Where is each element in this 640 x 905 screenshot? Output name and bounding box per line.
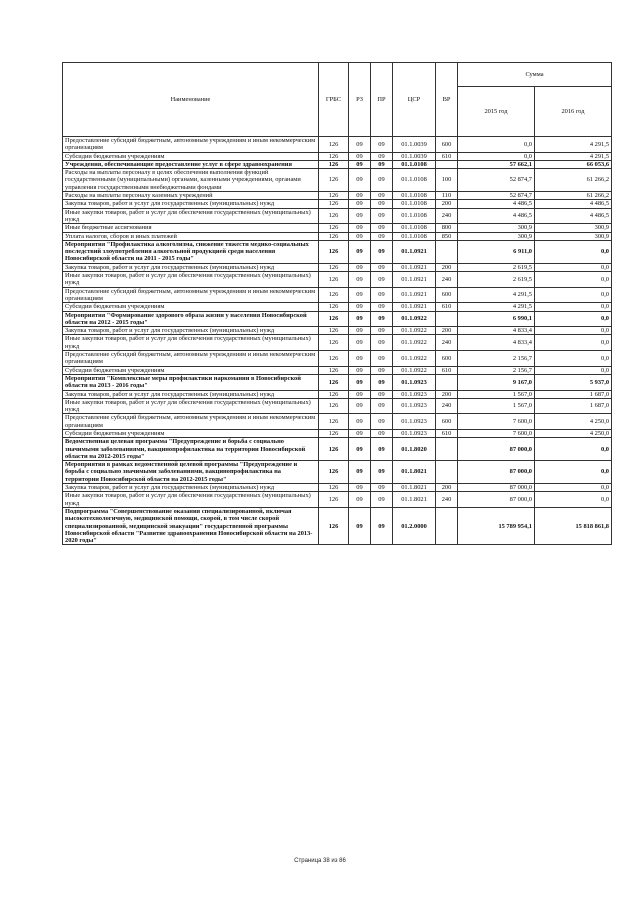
cell-pr: 09 [371,287,393,303]
cell-vr: 200 [436,200,458,208]
cell-rz: 09 [349,232,371,240]
cell-csr: 01.1.0108 [393,192,436,200]
cell-grbs: 126 [319,224,349,232]
table-row [63,303,612,311]
table-row [63,200,612,208]
cell-vr: 600 [436,137,458,153]
cell-sum-2015: 300,9 [458,232,535,240]
cell-sum-2016: 300,9 [535,232,612,240]
table-row [63,137,612,153]
cell-grbs: 126 [319,398,349,414]
cell-vr: 100 [436,169,458,192]
cell-rz: 09 [349,272,371,288]
cell-vr [436,374,458,390]
table-body [63,137,612,545]
cell-sum-2015: 87 000,0 [458,484,535,492]
cell-name: Закупка товаров, работ и услуг для государственных (муниципальных) нужд [63,327,319,335]
cell-csr: 01.1.8020 [393,438,436,461]
cell-pr: 09 [371,232,393,240]
cell-grbs: 126 [319,303,349,311]
cell-rz: 09 [349,137,371,153]
cell-sum-2015: 52 874,7 [458,192,535,200]
cell-pr: 09 [371,327,393,335]
cell-grbs: 126 [319,327,349,335]
cell-sum-2016: 0,0 [535,366,612,374]
cell-vr [436,160,458,168]
cell-sum-2016: 4 486,5 [535,208,612,224]
cell-rz: 09 [349,366,371,374]
cell-vr: 610 [436,366,458,374]
cell-sum-2016: 300,9 [535,224,612,232]
table-row [63,484,612,492]
cell-csr: 01.1.0922 [393,335,436,351]
cell-rz: 09 [349,327,371,335]
cell-grbs: 126 [319,160,349,168]
cell-name: Мероприятия "Профилактика алкоголизма, снижение тяжести медико-социальных последствий злоупотребления алкогольной продукцией среди населения Новосибирской области на 2011 - 2015 годы" [63,240,319,263]
cell-sum-2016: 61 266,2 [535,169,612,192]
cell-grbs: 126 [319,192,349,200]
cell-name: Предоставление субсидий бюджетным, автономным учреждениям и иным некоммерческим организациям [63,414,319,430]
cell-sum-2015: 4 486,5 [458,208,535,224]
cell-name: Субсидии бюджетным учреждениям [63,429,319,437]
cell-csr: 01.1.0923 [393,414,436,430]
cell-grbs: 126 [319,200,349,208]
table-row [63,390,612,398]
table-row [63,263,612,271]
cell-pr: 09 [371,208,393,224]
cell-name: Субсидии бюджетным учреждениям [63,366,319,374]
cell-sum-2016: 0,0 [535,240,612,263]
cell-pr: 09 [371,507,393,544]
cell-vr: 850 [436,232,458,240]
cell-rz: 09 [349,390,371,398]
cell-name: Мероприятия "Комплексные меры профилактики наркомании в Новосибирской области на 2013 - 2016 годы" [63,374,319,390]
cell-vr [436,438,458,461]
cell-rz: 09 [349,484,371,492]
cell-grbs: 126 [319,232,349,240]
cell-vr: 600 [436,414,458,430]
cell-pr: 09 [371,461,393,484]
cell-vr: 610 [436,303,458,311]
cell-rz: 09 [349,152,371,160]
cell-pr: 09 [371,484,393,492]
cell-vr: 240 [436,492,458,508]
cell-vr: 800 [436,224,458,232]
cell-rz: 09 [349,160,371,168]
cell-vr [436,311,458,327]
cell-vr [436,461,458,484]
table-row [63,335,612,351]
cell-rz: 09 [349,429,371,437]
cell-grbs: 126 [319,208,349,224]
cell-csr: 01.1.0921 [393,263,436,271]
cell-name: Иные закупки товаров, работ и услуг для обеспечения государственных (муниципальных) нужд [63,335,319,351]
table-row [63,461,612,484]
cell-name: Иные закупки товаров, работ и услуг для обеспечения государственных (муниципальных) нужд [63,398,319,414]
cell-pr: 09 [371,240,393,263]
cell-csr: 01.1.0039 [393,152,436,160]
cell-sum-2016: 0,0 [535,492,612,508]
cell-sum-2015: 57 662,1 [458,160,535,168]
cell-sum-2015: 87 000,0 [458,461,535,484]
cell-pr: 09 [371,429,393,437]
cell-sum-2015: 4 486,5 [458,200,535,208]
cell-sum-2015: 0,0 [458,137,535,153]
cell-sum-2016: 0,0 [535,438,612,461]
cell-rz: 09 [349,374,371,390]
cell-csr: 01.1.0108 [393,160,436,168]
cell-csr: 01.1.8021 [393,484,436,492]
cell-name: Закупка товаров, работ и услуг для государственных (муниципальных) нужд [63,484,319,492]
cell-csr: 01.1.0921 [393,240,436,263]
cell-vr: 240 [436,272,458,288]
table-row [63,240,612,263]
table-row [63,429,612,437]
cell-sum-2016: 4 291,5 [535,137,612,153]
table-row [63,366,612,374]
cell-vr [436,507,458,544]
cell-grbs: 126 [319,507,349,544]
cell-grbs: 126 [319,335,349,351]
cell-name: Иные бюджетные ассигнования [63,224,319,232]
cell-vr: 240 [436,335,458,351]
cell-pr: 09 [371,335,393,351]
table-row [63,152,612,160]
header-year-2016: 2016 год [535,87,612,137]
table-row [63,272,612,288]
cell-pr: 09 [371,160,393,168]
table-row [63,160,612,168]
cell-sum-2015: 7 600,0 [458,429,535,437]
cell-pr: 09 [371,263,393,271]
cell-sum-2015: 4 833,4 [458,327,535,335]
cell-sum-2016: 0,0 [535,335,612,351]
cell-vr: 610 [436,152,458,160]
cell-rz: 09 [349,240,371,263]
cell-sum-2016: 61 266,2 [535,192,612,200]
cell-sum-2016: 0,0 [535,311,612,327]
cell-pr: 09 [371,374,393,390]
cell-vr: 240 [436,398,458,414]
cell-vr: 600 [436,351,458,367]
cell-rz: 09 [349,311,371,327]
cell-csr: 01.1.8021 [393,461,436,484]
cell-csr: 01.1.0108 [393,169,436,192]
cell-vr: 240 [436,208,458,224]
cell-name: Подпрограмма "Совершенствование оказания специализированной, включая высокотехнологичную, медицинской помощи, скорой, в том числе скорой специализированной, медицинской эвакуации" государственной программы Новосибирской области "Развитие здравоохранения Новосибирской области на 2013-2020 годы" [63,507,319,544]
cell-sum-2016: 66 053,6 [535,160,612,168]
cell-pr: 09 [371,311,393,327]
header-name: Наименование [63,63,319,137]
header-sum: Сумма [458,63,612,87]
cell-pr: 09 [371,366,393,374]
cell-name: Иные закупки товаров, работ и услуг для обеспечения государственных (муниципальных) нужд [63,272,319,288]
cell-rz: 09 [349,461,371,484]
cell-sum-2016: 4 250,0 [535,414,612,430]
cell-grbs: 126 [319,152,349,160]
cell-csr: 01.1.0921 [393,287,436,303]
header-pr: ПР [371,63,393,137]
cell-csr: 01.1.0922 [393,327,436,335]
cell-grbs: 126 [319,351,349,367]
cell-vr: 600 [436,287,458,303]
cell-csr: 01.1.0108 [393,200,436,208]
table-row [63,208,612,224]
cell-rz: 09 [349,414,371,430]
cell-name: Предоставление субсидий бюджетным, автономным учреждениям и иным некоммерческим организациям [63,137,319,153]
cell-name: Мероприятия "Формирование здорового образа жизни у населения Новосибирской области на 2012 - 2015 годы" [63,311,319,327]
cell-sum-2015: 15 789 954,1 [458,507,535,544]
cell-vr: 610 [436,429,458,437]
cell-name: Расходы на выплаты персоналу в целях обеспечения выполнения функций государственными (муниципальными) органами, казенными учреждениями, органами управления государственными внебюджетными фондами [63,169,319,192]
cell-grbs: 126 [319,429,349,437]
cell-rz: 09 [349,507,371,544]
cell-csr: 01.1.0921 [393,272,436,288]
table-row [63,327,612,335]
cell-name: Предоставление субсидий бюджетным, автономным учреждениям и иным некоммерческим организациям [63,287,319,303]
header-csr: ЦСР [393,63,436,137]
cell-rz: 09 [349,208,371,224]
cell-pr: 09 [371,438,393,461]
cell-vr: 200 [436,327,458,335]
cell-name: Ведомственная целевая программа "Предупреждение и борьба с социально значимыми заболеваниями, вакцинопрофилактика на территории Новосибирской области на 2012-2015 годы" [63,438,319,461]
cell-name: Мероприятия в рамках ведомственной целевой программы "Предупреждение и борьба с социально значимыми заболеваниями, вакцинопрофилактика на территории Новосибирской области на 2012-2015 годы" [63,461,319,484]
budget-table [62,62,612,545]
table-row [63,192,612,200]
cell-sum-2015: 87 000,0 [458,492,535,508]
cell-sum-2016: 0,0 [535,484,612,492]
cell-sum-2015: 6 990,1 [458,311,535,327]
cell-name: Предоставление субсидий бюджетным, автономным учреждениям и иным некоммерческим организациям [63,351,319,367]
cell-pr: 09 [371,152,393,160]
cell-sum-2016: 0,0 [535,327,612,335]
table-row [63,232,612,240]
cell-csr: 01.1.0923 [393,390,436,398]
cell-grbs: 126 [319,137,349,153]
header-vr: ВР [436,63,458,137]
cell-sum-2015: 300,9 [458,224,535,232]
cell-sum-2015: 0,0 [458,152,535,160]
cell-grbs: 126 [319,374,349,390]
cell-rz: 09 [349,263,371,271]
table-row [63,398,612,414]
cell-csr: 01.1.0922 [393,366,436,374]
cell-csr: 01.1.0923 [393,429,436,437]
cell-rz: 09 [349,287,371,303]
cell-grbs: 126 [319,414,349,430]
header-year-2015: 2015 год [458,87,535,137]
cell-pr: 09 [371,192,393,200]
cell-grbs: 126 [319,484,349,492]
cell-sum-2015: 6 911,0 [458,240,535,263]
cell-sum-2015: 9 167,0 [458,374,535,390]
cell-name: Расходы на выплаты персоналу казенных учреждений [63,192,319,200]
cell-rz: 09 [349,224,371,232]
cell-grbs: 126 [319,390,349,398]
cell-csr: 01.1.0922 [393,311,436,327]
cell-pr: 09 [371,224,393,232]
cell-name: Иные закупки товаров, работ и услуг для обеспечения государственных (муниципальных) нужд [63,208,319,224]
cell-rz: 09 [349,303,371,311]
cell-sum-2015: 2 156,7 [458,366,535,374]
cell-grbs: 126 [319,272,349,288]
cell-sum-2015: 2 619,5 [458,272,535,288]
cell-sum-2015: 4 291,5 [458,287,535,303]
table-row [63,414,612,430]
cell-sum-2015: 7 600,0 [458,414,535,430]
header-rz: РЗ [349,63,371,137]
cell-name: Закупка товаров, работ и услуг для государственных (муниципальных) нужд [63,263,319,271]
cell-name: Закупка товаров, работ и услуг для государственных (муниципальных) нужд [63,390,319,398]
cell-pr: 09 [371,351,393,367]
table-row [63,351,612,367]
table-row [63,374,612,390]
cell-sum-2016: 15 818 861,8 [535,507,612,544]
cell-pr: 09 [371,390,393,398]
cell-sum-2015: 2 619,5 [458,263,535,271]
cell-pr: 09 [371,200,393,208]
cell-name: Закупка товаров, работ и услуг для государственных (муниципальных) нужд [63,200,319,208]
cell-csr: 01.1.0039 [393,137,436,153]
header-grbs: ГРБС [319,63,349,137]
cell-rz: 09 [349,169,371,192]
cell-sum-2016: 0,0 [535,287,612,303]
cell-sum-2016: 0,0 [535,272,612,288]
cell-csr: 01.1.0921 [393,303,436,311]
table-row [63,438,612,461]
cell-sum-2016: 4 291,5 [535,152,612,160]
cell-pr: 09 [371,492,393,508]
cell-csr: 01.2.0000 [393,507,436,544]
cell-rz: 09 [349,398,371,414]
cell-csr: 01.1.0923 [393,398,436,414]
cell-pr: 09 [371,169,393,192]
cell-sum-2015: 1 567,0 [458,390,535,398]
table-row [63,224,612,232]
cell-name: Иные закупки товаров, работ и услуг для обеспечения государственных (муниципальных) нужд [63,492,319,508]
cell-grbs: 126 [319,240,349,263]
cell-sum-2016: 0,0 [535,461,612,484]
cell-vr: 200 [436,390,458,398]
page-footer: Страница 38 из 86 [294,858,346,864]
cell-rz: 09 [349,192,371,200]
cell-pr: 09 [371,303,393,311]
budget-table-container [62,62,611,545]
cell-sum-2015: 2 156,7 [458,351,535,367]
cell-csr: 01.1.0108 [393,232,436,240]
table-row [63,492,612,508]
cell-grbs: 126 [319,492,349,508]
cell-grbs: 126 [319,263,349,271]
cell-grbs: 126 [319,461,349,484]
cell-rz: 09 [349,492,371,508]
cell-sum-2015: 87 000,0 [458,438,535,461]
cell-sum-2015: 4 291,5 [458,303,535,311]
cell-vr: 110 [436,192,458,200]
cell-vr: 200 [436,484,458,492]
table-row [63,169,612,192]
cell-sum-2016: 4 486,5 [535,200,612,208]
cell-sum-2015: 4 833,4 [458,335,535,351]
cell-sum-2016: 5 937,0 [535,374,612,390]
cell-csr: 01.1.0108 [393,224,436,232]
table-row [63,287,612,303]
cell-vr [436,240,458,263]
cell-csr: 01.1.0923 [393,374,436,390]
cell-name: Субсидии бюджетным учреждениям [63,152,319,160]
cell-rz: 09 [349,200,371,208]
cell-rz: 09 [349,351,371,367]
cell-pr: 09 [371,137,393,153]
cell-pr: 09 [371,398,393,414]
cell-vr: 200 [436,263,458,271]
cell-csr: 01.1.0108 [393,208,436,224]
cell-grbs: 126 [319,311,349,327]
table-row [63,507,612,544]
cell-name: Уплата налогов, сборов и иных платежей [63,232,319,240]
cell-grbs: 126 [319,169,349,192]
cell-pr: 09 [371,414,393,430]
cell-csr: 01.1.8021 [393,492,436,508]
table-row [63,311,612,327]
cell-sum-2016: 1 687,0 [535,390,612,398]
cell-grbs: 126 [319,287,349,303]
cell-sum-2015: 1 567,0 [458,398,535,414]
cell-sum-2016: 1 687,0 [535,398,612,414]
cell-sum-2016: 0,0 [535,351,612,367]
cell-rz: 09 [349,335,371,351]
cell-sum-2016: 4 250,0 [535,429,612,437]
cell-csr: 01.1.0922 [393,351,436,367]
cell-name: Субсидии бюджетным учреждениям [63,303,319,311]
cell-grbs: 126 [319,438,349,461]
cell-sum-2016: 0,0 [535,303,612,311]
cell-rz: 09 [349,438,371,461]
cell-sum-2016: 0,0 [535,263,612,271]
cell-sum-2015: 52 874,7 [458,169,535,192]
cell-name: Учреждения, обеспечивающие предоставление услуг в сфере здравоохранения [63,160,319,168]
cell-pr: 09 [371,272,393,288]
cell-grbs: 126 [319,366,349,374]
